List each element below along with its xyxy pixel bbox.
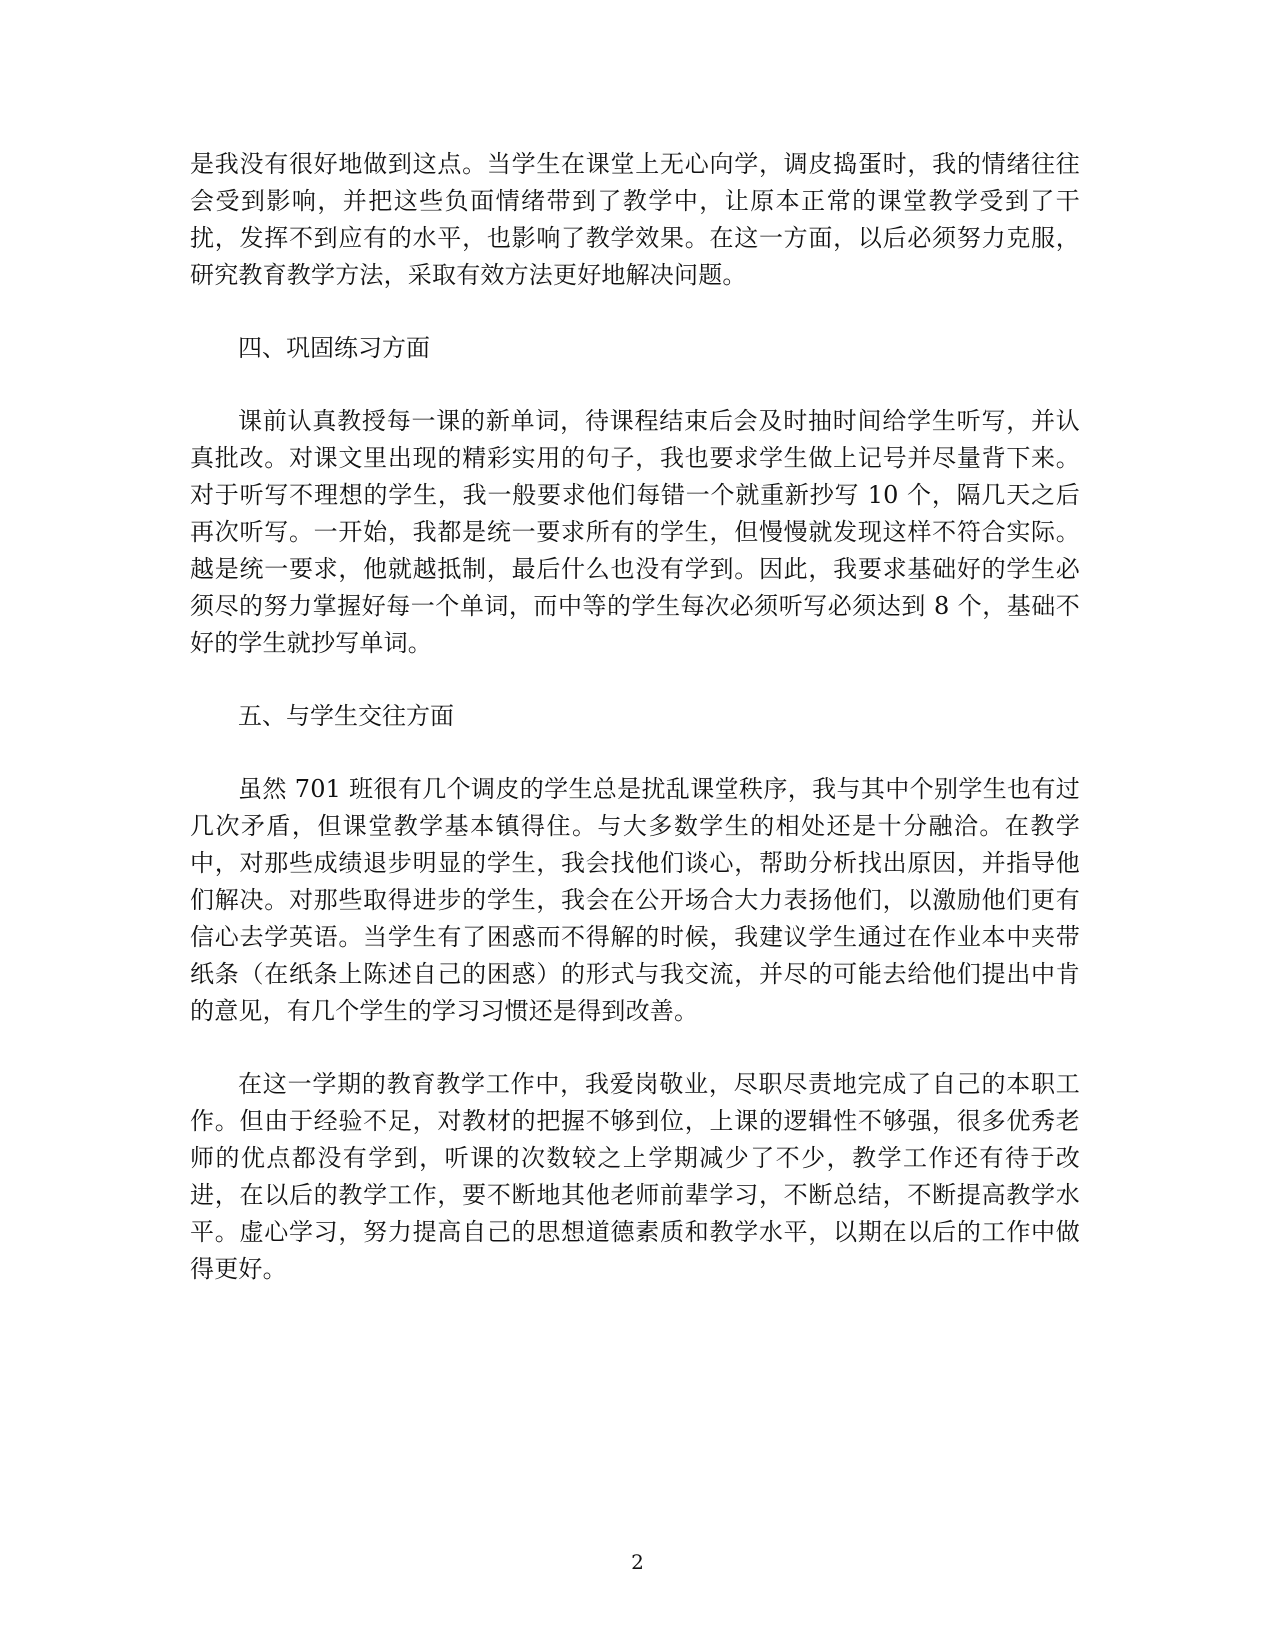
section-heading-student-interaction: 五、与学生交往方面 [238, 702, 454, 730]
document-body [190, 146, 1080, 1324]
section-heading-consolidation-practice: 四、巩固练习方面 [238, 334, 430, 362]
paragraph-student-interaction: 虽然 701 班很有几个调皮的学生总是扰乱课堂秩序，我与其中个别学生也有过几次矛盾，但课堂教学基本镇得住。与大多数学生的相处还是十分融洽。在教学中，对那些成绩退步明显的学生，我会找他们谈心，帮助分析找出原因，并指导他们解决。对那些取得进步的学生，我会在公开场合大力表扬他们，以激励他们更有信心去学英语。当学生有了困惑而不得解的时候，我建议学生通过在作业本中夹带纸条（在纸条上陈述自己的困惑）的形式与我交流，并尽的可能去给他们提出中肯的意见，有几个学生的学习习惯还是得到改善。 [190, 775, 1080, 1025]
paragraph-summary: 在这一学期的教育教学工作中，我爱岗敬业，尽职尽责地完成了自己的本职工作。但由于经验不足，对教材的把握不够到位，上课的逻辑性不够强，很多优秀老师的优点都没有学到，听课的次数较之上学期减少了不少，教学工作还有待于改进，在以后的教学工作，要不断地其他老师前辈学习，不断总结，不断提高教学水平。虚心学习，努力提高自己的思想道德素质和教学水平，以期在以后的工作中做得更好。 [190, 1070, 1080, 1283]
paragraph-continuation: 是我没有很好地做到这点。当学生在课堂上无心向学，调皮捣蛋时，我的情绪往往会受到影响，并把这些负面情绪带到了教学中，让原本正常的课堂教学受到了干扰，发挥不到应有的水平，也影响了教学效果。在这一方面，以后必须努力克服，研究教育教学方法，采取有效方法更好地解决问题。 [190, 150, 1080, 289]
page-number: 2 [631, 1550, 644, 1574]
paragraph-consolidation-practice: 课前认真教授每一课的新单词，待课程结束后会及时抽时间给学生听写，并认真批改。对课文里出现的精彩实用的句子，我也要求学生做上记号并尽量背下来。对于听写不理想的学生，我一般要求他们每错一个就重新抄写 10 个，隔几天之后再次听写。一开始，我都是统一要求所有的学生，但慢慢就发现这样不符合实际。越是统一要求，他就越抵制，最后什么也没有学到。因此，我要求基础好的学生必须尽的努力掌握好每一个单词，而中等的学生每次必须听写必须达到 8 个，基础不好的学生就抄写单词。 [190, 407, 1080, 657]
